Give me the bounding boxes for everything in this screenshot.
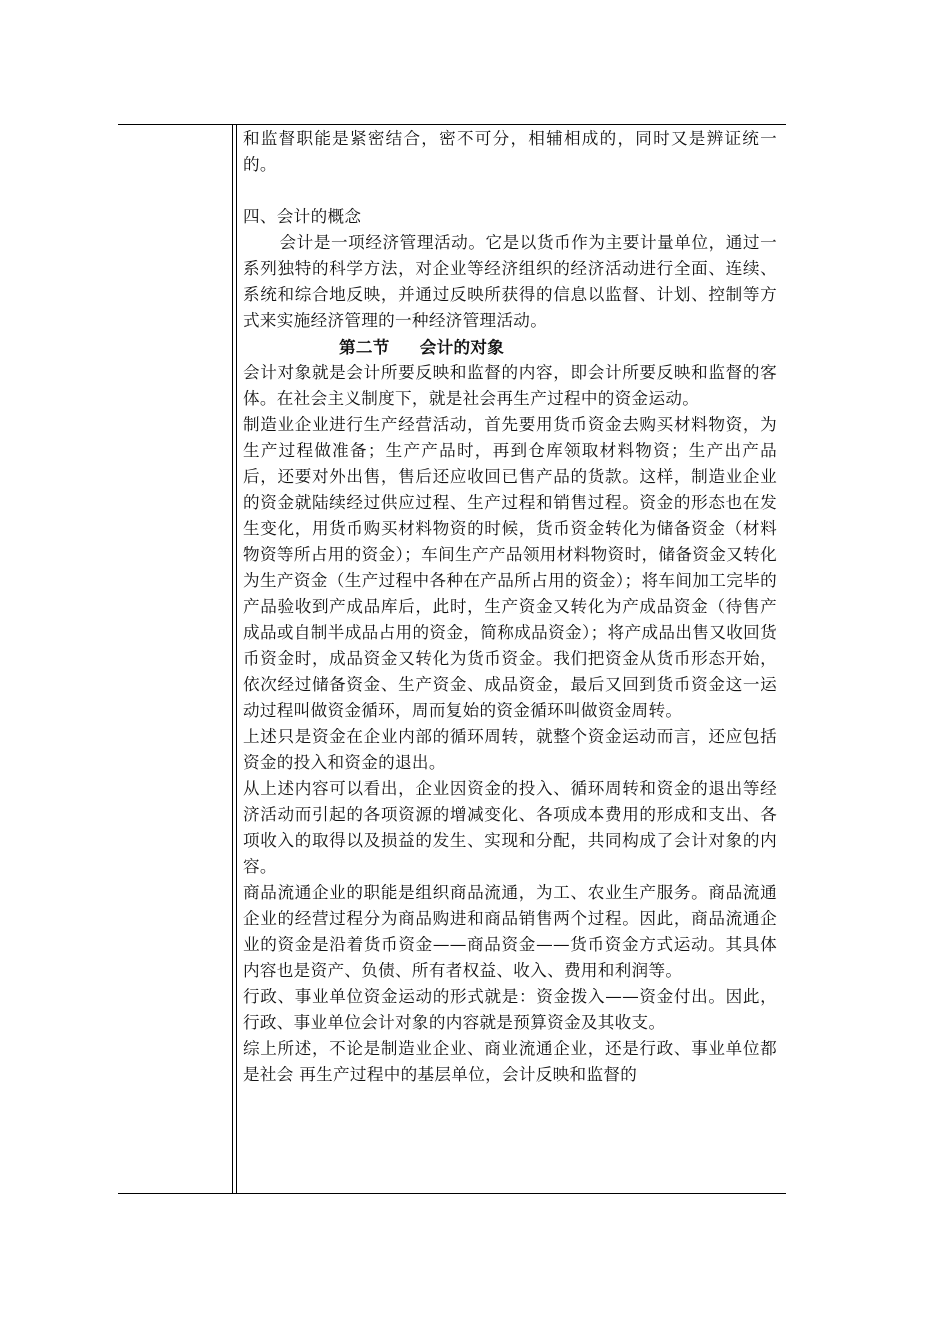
section-number: 第二节 [339, 337, 390, 357]
paragraph-capital-cycle: 上述只是资金在企业内部的循环周转，就整个资金运动而言，还应包括资金的投入和资金的退出。 [243, 727, 777, 772]
table-frame [118, 124, 786, 1194]
table-bottom-border [118, 1193, 786, 1194]
paragraph-summary-content: 从上述内容可以看出，企业因资金的投入、循环周转和资金的退出等经济活动而引起的各项资源的增减变化、各项成本费用的形成和支出、各项收入的取得以及损益的发生、实现和分配，共同构成了会计对象的内容。 [243, 779, 777, 876]
blank-line [243, 178, 777, 204]
section-title [243, 334, 777, 360]
content-cell [243, 126, 777, 1192]
column-divider [232, 124, 233, 1194]
paragraph-continuation: 和监督职能是紧密结合，密不可分，相辅相成的，同时又是辨证统一的。 [243, 129, 777, 174]
section-name: 会计的对象 [419, 337, 505, 357]
paragraph-commerce: 商品流通企业的职能是组织商品流通，为工、农业生产服务。商品流通企业的经营过程分为商品购进和商品销售两个过程。因此，商品流通企业的资金是沿着货币资金——商品资金——货币资金方式运动。其具体内容也是资产、负债、所有者权益、收入、费用和利润等。 [243, 883, 777, 980]
table-top-border [118, 124, 786, 125]
paragraph-administrative: 行政、事业单位资金运动的形式就是：资金拨入——资金付出。因此，行政、事业单位会计对象的内容就是预算资金及其收支。 [243, 987, 777, 1032]
column-divider-inner [236, 124, 237, 1194]
paragraph-manufacturing: 制造业企业进行生产经营活动，首先要用货币资金去购买材料物资，为生产过程做准备；生产产品时，再到仓库领取材料物资；生产出产品后，还要对外出售，售后还应收回已售产品的货款。这样，制造业企业的资金就陆续经过供应过程、生产过程和销售过程。资金的形态也在发生变化，用货币购买材料物资的时候，货币资金转化为储备资金（材料物资等所占用的资金）；车间生产产品领用材料物资时，储备资金又转化为生产资金（生产过程中各种在产品所占用的资金）；将车间加工完毕的产品验收到产成品库后，此时，生产资金又转化为产成品资金（待售产成品或自制半成品占用的资金，简称成品资金）；将产成品出售又收回货币资金时，成品资金又转化为货币资金。我们把资金从货币形态开始，依次经过储备资金、生产资金、成品资金，最后又回到货币资金这一运动过程叫做资金循环，周而复始的资金循环叫做资金周转。 [243, 415, 777, 720]
subsection-heading: 四、会计的概念 [243, 207, 362, 226]
paragraph-accounting-concept: 会计是一项经济管理活动。它是以货币作为主要计量单位，通过一系列独特的科学方法，对企业等经济组织的经济活动进行全面、连续、系统和综合地反映，并通过反映所获得的信息以监督、计划、控制等方式来实施经济管理的一种经济管理活动。 [243, 233, 777, 330]
paragraph-conclusion: 综上所述，不论是制造业企业、商业流通企业，还是行政、事业单位都是社会 再生产过程中的基层单位，会计反映和监督的 [243, 1039, 777, 1084]
paragraph-accounting-object: 会计对象就是会计所要反映和监督的内容，即会计所要反映和监督的客体。在社会主义制度下，就是社会再生产过程中的资金运动。 [243, 363, 777, 408]
